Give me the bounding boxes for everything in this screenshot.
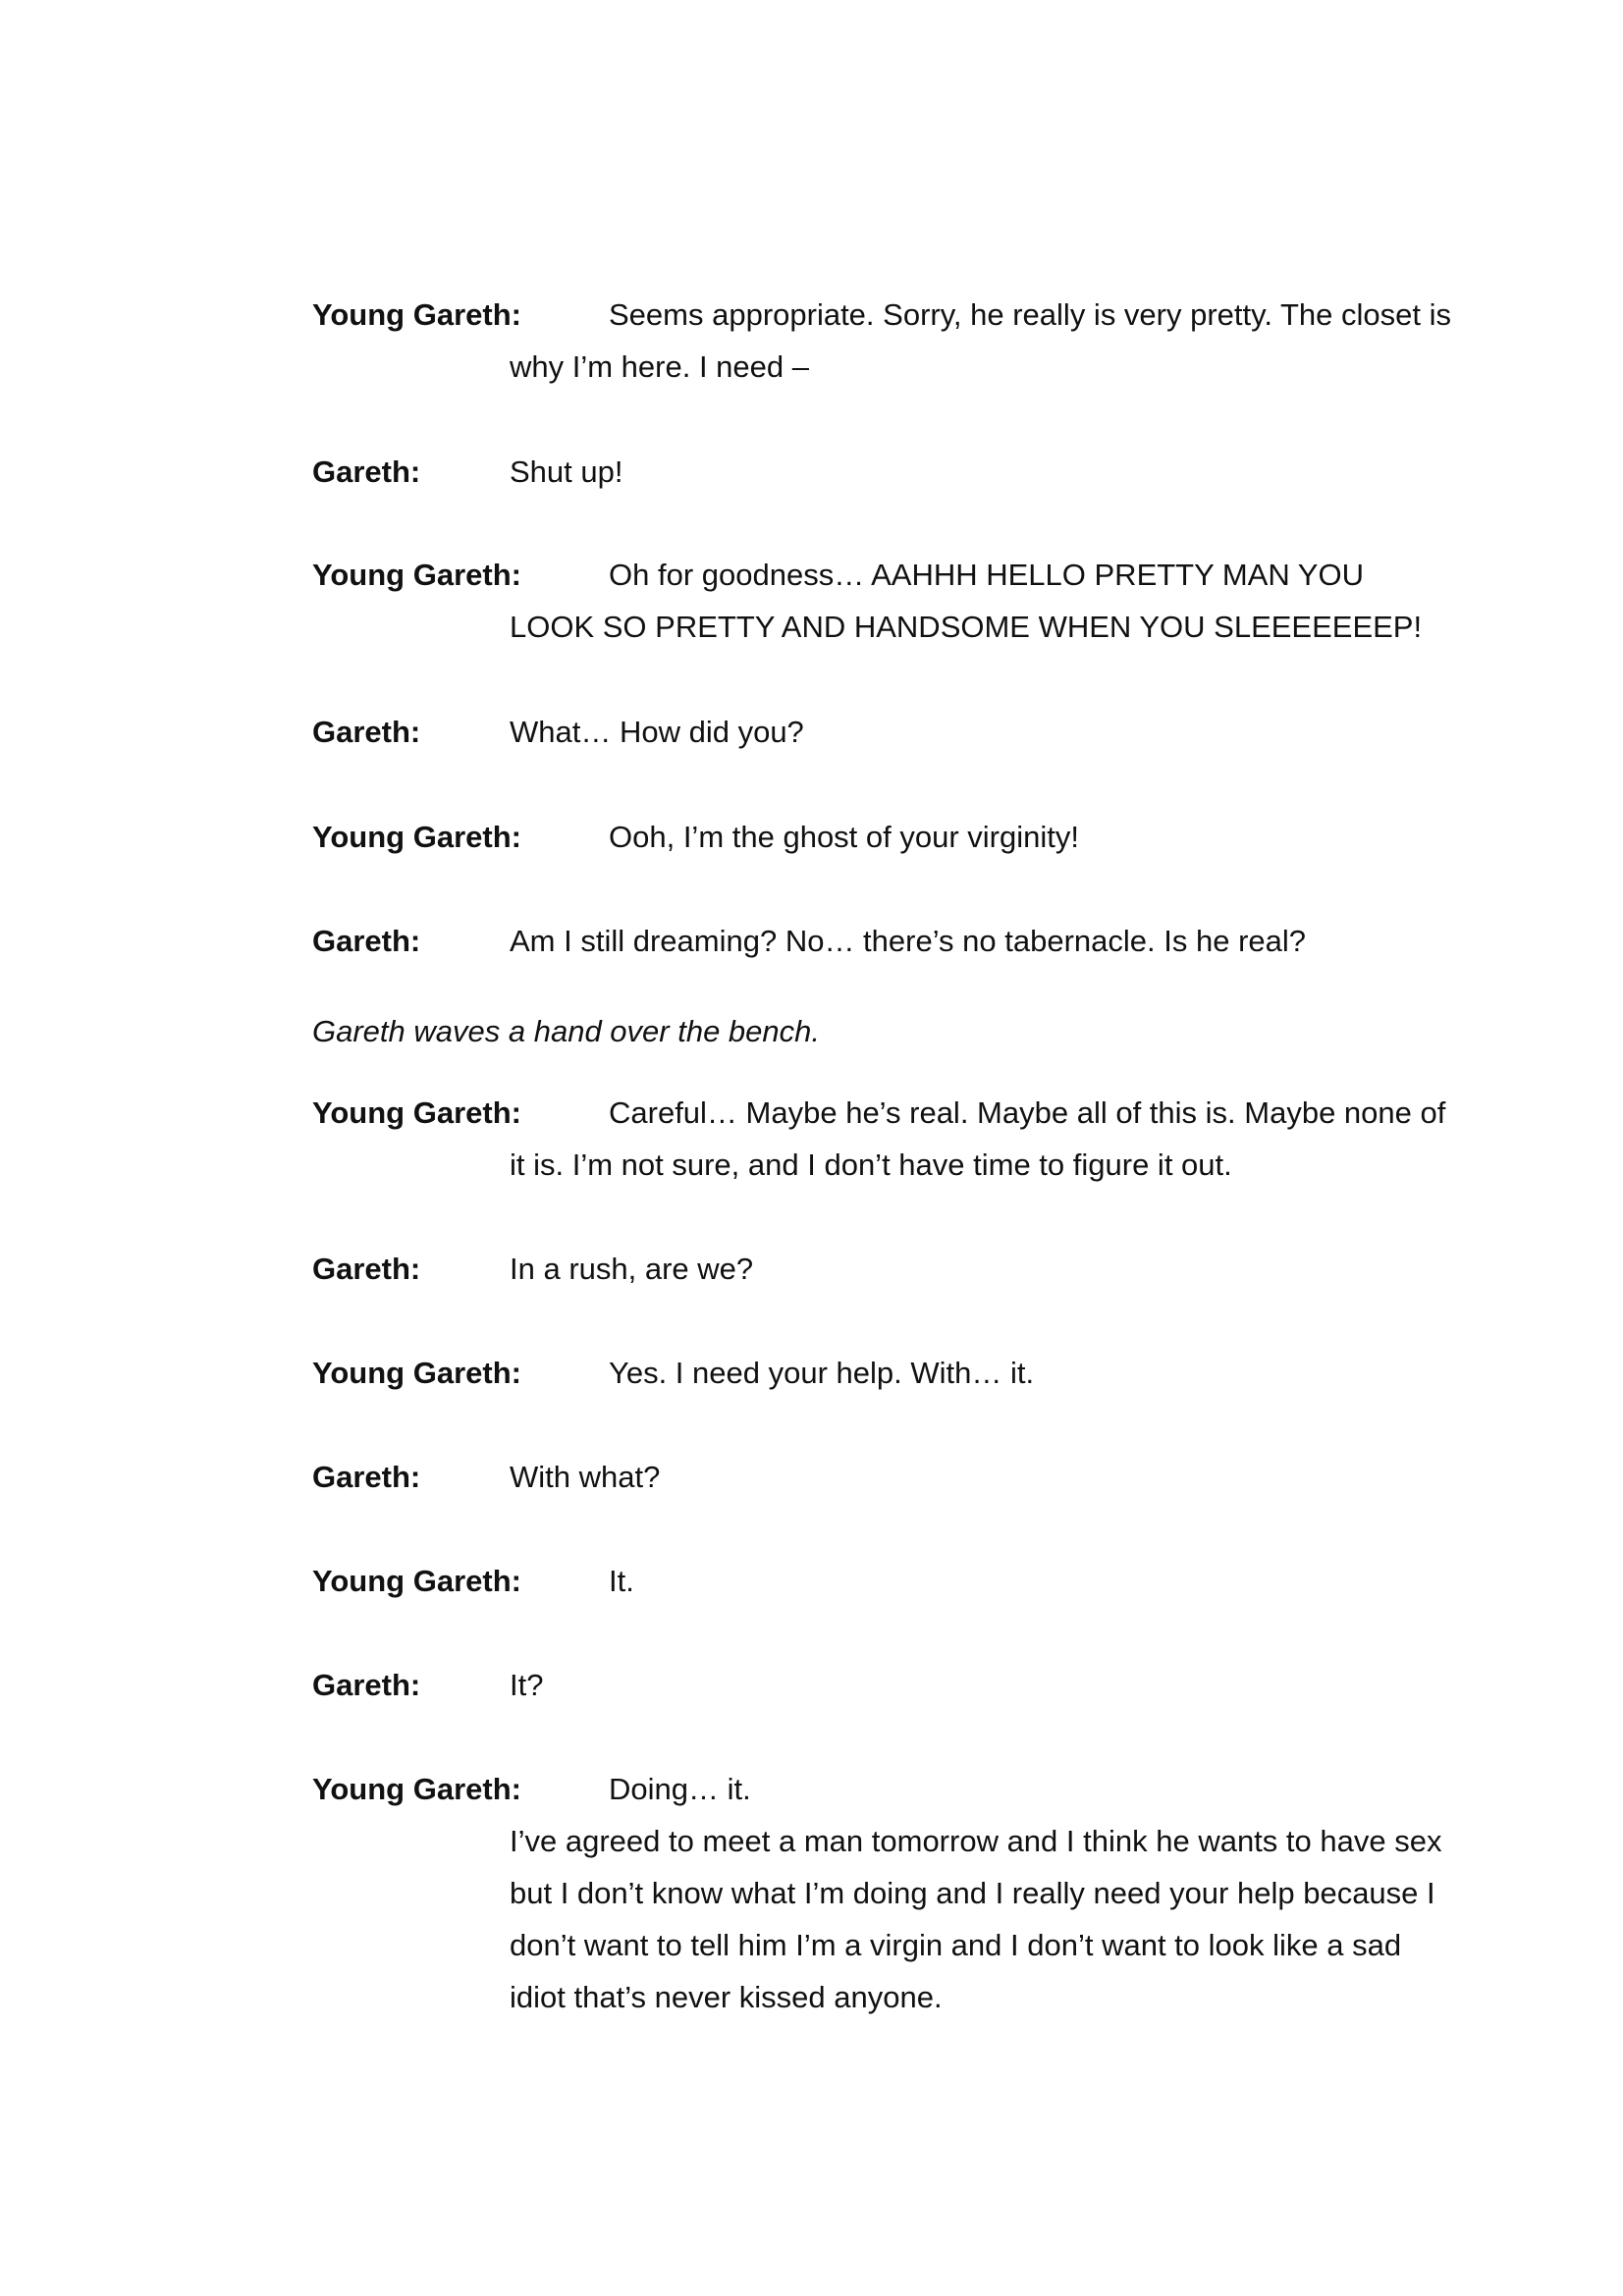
speaker-name: Young Gareth: — [312, 297, 521, 332]
speaker-name: Young Gareth: — [312, 1772, 521, 1806]
dialogue-line: In a rush, are we? — [510, 1252, 754, 1286]
dialogue-line: idiot that’s never kissed anyone. — [510, 1980, 943, 2014]
dialogue-line: Oh for goodness… AAHHH HELLO PRETTY MAN YOU — [609, 558, 1364, 592]
dialogue-line: I’ve agreed to meet a man tomorrow and I think he wants to have sex — [510, 1824, 1442, 1858]
dialogue-line: Seems appropriate. Sorry, he really is very pretty. The closet is — [609, 297, 1452, 332]
speaker-name: Young Gareth: — [312, 1095, 521, 1130]
stage-direction: Gareth waves a hand over the bench. — [312, 1014, 820, 1048]
speaker-name: Gareth: — [312, 1252, 421, 1286]
dialogue-line: What… How did you? — [510, 715, 804, 749]
speaker-name: Young Gareth: — [312, 1356, 521, 1390]
dialogue-line: Ooh, I’m the ghost of your virginity! — [609, 820, 1079, 854]
dialogue-line: why I’m here. I need – — [510, 349, 809, 384]
dialogue-line: it is. I’m not sure, and I don’t have time to figure it out. — [510, 1148, 1232, 1182]
speaker-name: Gareth: — [312, 715, 421, 749]
dialogue-line: but I don’t know what I’m doing and I really need your help because I — [510, 1876, 1435, 1910]
dialogue-line: LOOK SO PRETTY AND HANDSOME WHEN YOU SLEEEEEEEP! — [510, 610, 1423, 644]
speaker-name: Gareth: — [312, 924, 421, 958]
dialogue-line: It? — [510, 1668, 544, 1702]
speaker-name: Young Gareth: — [312, 558, 521, 592]
dialogue-line: Doing… it. — [609, 1772, 751, 1806]
speaker-name: Young Gareth: — [312, 820, 521, 854]
dialogue-line: It. — [609, 1564, 634, 1598]
dialogue-line: With what? — [510, 1460, 661, 1494]
speaker-name: Young Gareth: — [312, 1564, 521, 1598]
speaker-name: Gareth: — [312, 1460, 421, 1494]
speaker-name: Gareth: — [312, 1668, 421, 1702]
dialogue-line: Am I still dreaming? No… there’s no tabernacle. Is he real? — [510, 924, 1306, 958]
dialogue-line: Yes. I need your help. With… it. — [609, 1356, 1035, 1390]
dialogue-line: Shut up! — [510, 454, 623, 489]
speaker-name: Gareth: — [312, 454, 421, 489]
dialogue-line: don’t want to tell him I’m a virgin and I don’t want to look like a sad — [510, 1928, 1402, 1962]
dialogue-line: Careful… Maybe he’s real. Maybe all of this is. Maybe none of — [609, 1095, 1446, 1130]
